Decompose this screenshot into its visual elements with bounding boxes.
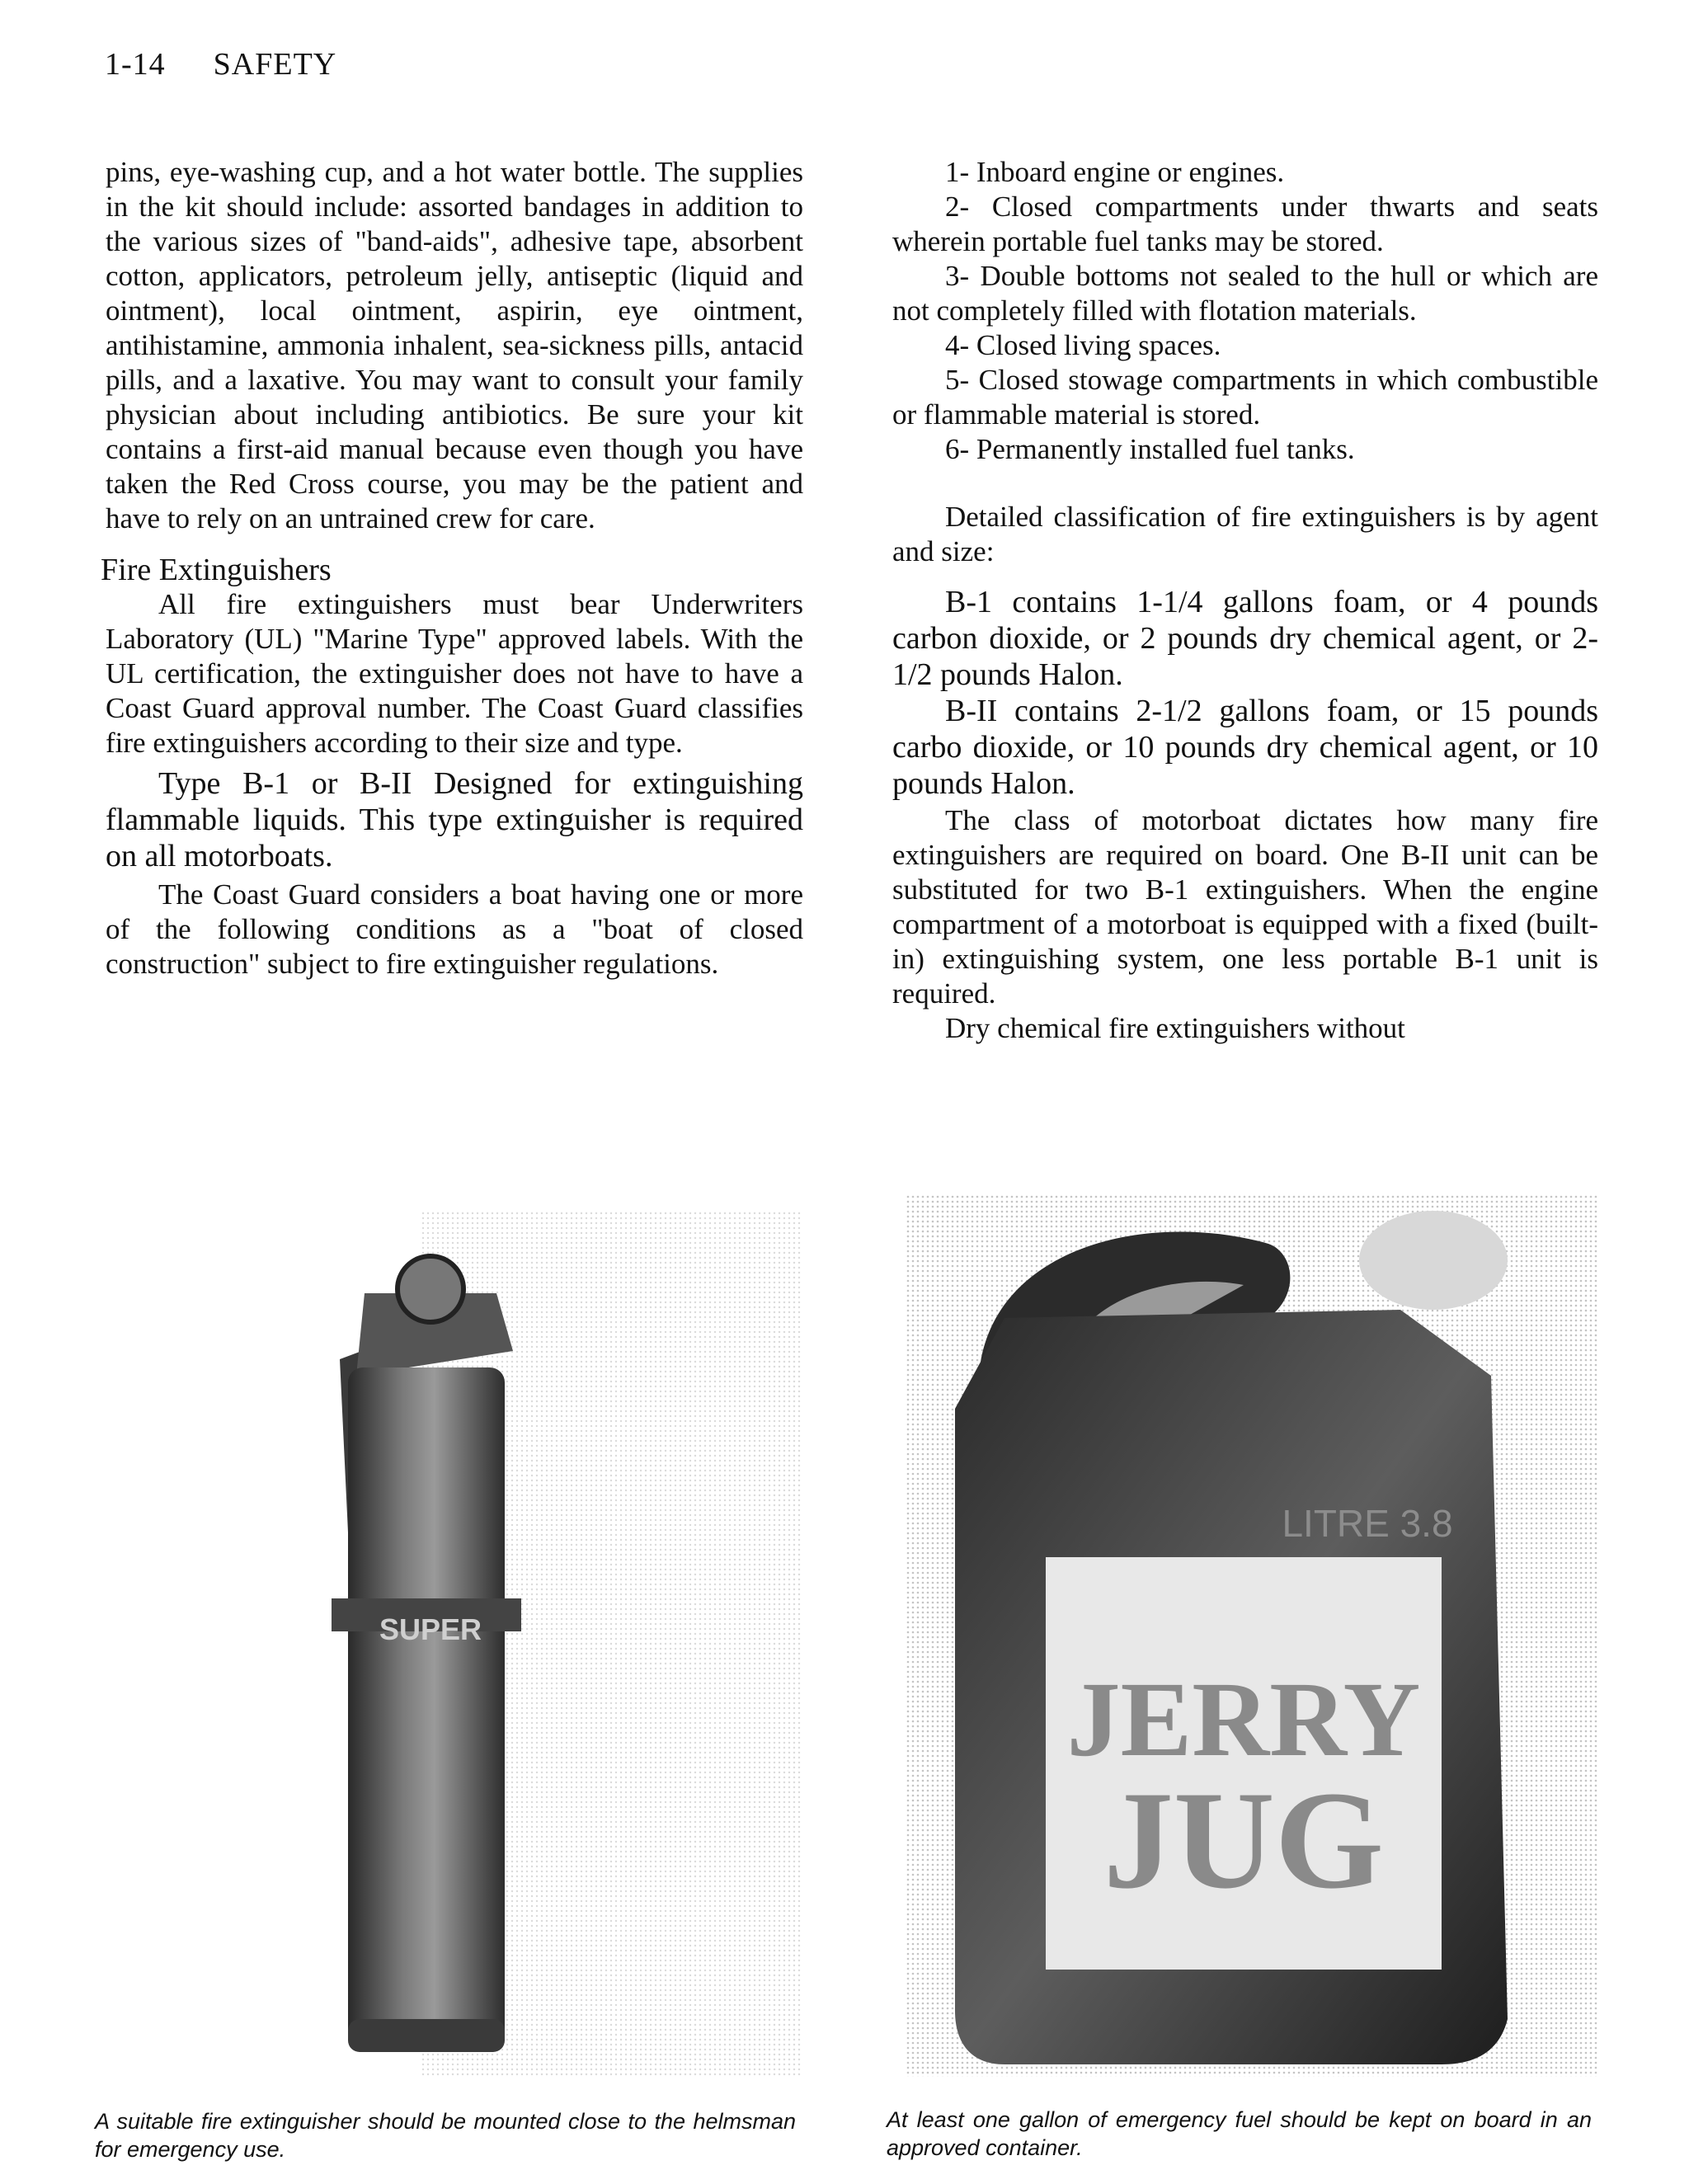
condition-item: 6- Permanently installed fuel tanks. xyxy=(945,433,1355,465)
type-paragraph: Type B-1 or B-II Designed for extinguishing flammable liquids. This type extinguisher is required on all motorboats. xyxy=(106,766,803,873)
condition-item: 3- Double bottoms not sealed to the hull or which are not completely filled with flotation materials. xyxy=(892,260,1598,327)
extinguisher-label-text: SUPER xyxy=(379,1612,482,1646)
jerry-jug-photo xyxy=(906,1194,1598,2077)
fire-extinguisher-caption: A suitable fire extinguisher should be mounted close to the helmsman for emergency use. xyxy=(95,2109,796,2162)
fire-extinguishers-heading: Fire Extinguishers xyxy=(101,553,332,587)
right-column xyxy=(892,155,1598,1046)
jug-brand-line2: JUG xyxy=(1103,1763,1384,1918)
jerry-jug-caption: At least one gallon of emergency fuel should be kept on board in an approved container. xyxy=(887,2107,1592,2160)
spacer xyxy=(892,467,1598,500)
ul-paragraph: All fire extinguishers must bear Underwriters Laboratory (UL) "Marine Type" approved labels. With the UL certification, the extinguisher does not have to have a Coast Guard approval number. The Coast Guard classifies fire extinguishers according to their size and type. xyxy=(106,588,803,759)
condition-item: 2- Closed compartments under thwarts and seats wherein portable fuel tanks may be stored. xyxy=(892,191,1598,257)
first-aid-paragraph: pins, eye-washing cup, and a hot water bottle. The supplies in the kit should include: assorted bandages in addition to the various sizes of "band-aids", adhesive tape, absorbent cotton, applicators, petroleum jelly, antiseptic (liquid and ointment), local ointment, aspirin, eye ointment, antihistamine, ammonia inhalent, sea-sickness pills, antacid pills, and a laxative. You may want to consult your family physician about including antibiotics. Be sure your kit contains a first-aid manual because even though you have taken the Red Cross course, you may be the patient and have to rely on an untrained crew for care. xyxy=(106,156,803,534)
page-header xyxy=(105,46,336,82)
spacer xyxy=(892,569,1598,584)
b2-paragraph: B-II contains 2-1/2 gallons foam, or 15 pounds carbo dioxide, or 10 pounds dry chemical agent, or 10 pounds Halon. xyxy=(892,694,1598,801)
motorboat-class-paragraph: The class of motorboat dictates how many fire extinguishers are required on board. One B-II unit can be substituted for two B-1 extinguishers. When the engine compartment of a motorboat is equipped with a fixed (built-in) extinguishing system, one less portable B-1 unit is required. xyxy=(892,804,1598,1010)
b1-paragraph: B-1 contains 1-1/4 gallons foam, or 4 pounds carbon dioxide, or 2 pounds dry chemical agent, or 2-1/2 pounds Halon. xyxy=(892,585,1598,692)
dry-chemical-paragraph: Dry chemical fire extinguishers without xyxy=(945,1012,1405,1044)
page-number: 1-14 xyxy=(105,47,166,82)
section-title: SAFETY xyxy=(213,47,337,82)
condition-item: 4- Closed living spaces. xyxy=(945,329,1221,361)
condition-item: 5- Closed stowage compartments in which combustible or flammable material is stored. xyxy=(892,364,1598,431)
classification-paragraph: Detailed classification of fire extinguishers is by agent and size: xyxy=(892,501,1598,567)
jug-litre-text: LITRE 3.8 xyxy=(1282,1502,1453,1545)
fire-extinguisher-photo xyxy=(307,1211,802,2077)
jug-brand-line1: JERRY xyxy=(1066,1660,1421,1779)
condition-item: 1- Inboard engine or engines. xyxy=(945,156,1285,188)
closed-construction-paragraph: The Coast Guard considers a boat having one or more of the following conditions as a "boat of closed construction" subject to fire extinguisher regulations. xyxy=(106,878,803,980)
left-column xyxy=(101,155,803,981)
